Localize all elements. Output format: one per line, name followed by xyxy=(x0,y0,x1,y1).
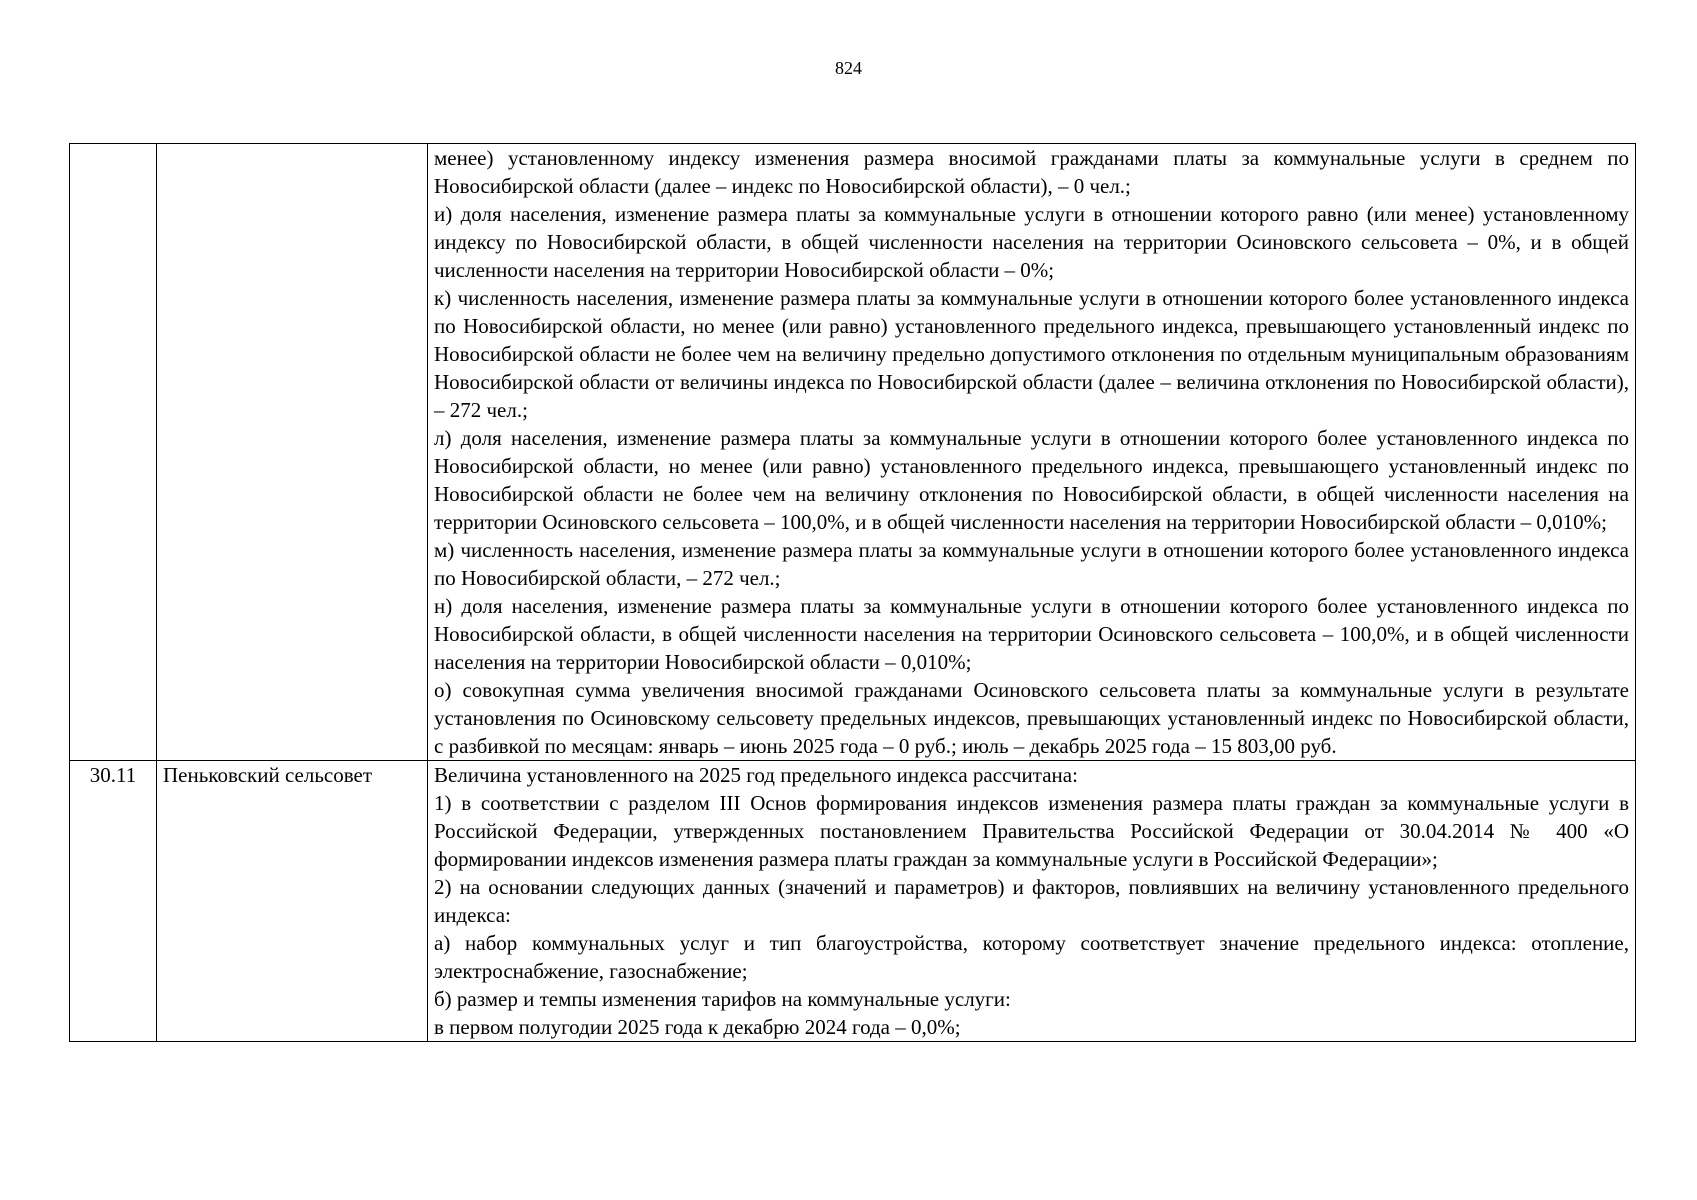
table-row xyxy=(70,761,1636,1042)
description-cell xyxy=(428,761,1636,1042)
paragraph: и) доля населения, изменение размера платы за коммунальные услуги в отношении которого равно (или менее) установленному индексу по Новосибирской области, в общей численности населения на территории Осиновского сельсовета – 0%, и в общей численности населения на территории Новосибирской области – 0%; xyxy=(434,202,1629,282)
paragraph: н) доля населения, изменение размера платы за коммунальные услуги в отношении которого более установленного индекса по Новосибирской области, в общей численности населения на территории Осиновского сельсовета – 100,0%, и в общей численности населения на территории Новосибирской области – 0,010%; xyxy=(434,594,1629,674)
paragraph: а) набор коммунальных услуг и тип благоустройства, которому соответствует значение предельного индекса: отопление, электроснабжение, газоснабжение; xyxy=(434,931,1629,983)
municipality-name-cell xyxy=(157,144,428,761)
paragraph: б) размер и темпы изменения тарифов на коммунальные услуги: xyxy=(434,987,1011,1011)
paragraph: в первом полугодии 2025 года к декабрю 2024 года – 0,0%; xyxy=(434,1015,961,1039)
paragraph: о) совокупная сумма увеличения вносимой гражданами Осиновского сельсовета платы за коммунальные услуги в результате установления по Осиновскому сельсовету предельных индексов, превышающих установленный индекс по Новосибирской области, с разбивкой по месяцам: январь – июнь 2025 года – 0 руб.; июль – декабрь 2025 года – 15 803,00 руб. xyxy=(434,678,1629,758)
paragraph: л) доля населения, изменение размера платы за коммунальные услуги в отношении которого более установленного индекса по Новосибирской области, но менее (или равно) установленного предельного индекса, превышающего установленный индекс по Новосибирской области не более чем на величину отклонения по Новосибирской области, в общей численности населения на территории Осиновского сельсовета – 100,0%, и в общей численности населения на территории Новосибирской области – 0,010%; xyxy=(434,426,1629,534)
table-row xyxy=(70,144,1636,761)
paragraph: 2) на основании следующих данных (значений и параметров) и факторов, повлиявших на величину установленного предельного индекса: xyxy=(434,875,1629,927)
municipality-name-cell: Пеньковский сельсовет xyxy=(157,761,428,1042)
row-number-cell xyxy=(70,144,157,761)
page-number: 824 xyxy=(835,58,862,78)
paragraph: 1) в соответствии с разделом III Основ формирования индексов изменения размера платы граждан за коммунальные услуги в Российской Федерации, утвержденных постановлением Правительства Российской Федерации от 30.04.2014 № 400 «О формировании индексов изменения размера платы граждан за коммунальные услуги в Российской Федерации»; xyxy=(434,791,1629,871)
paragraph: менее) установленному индексу изменения размера вносимой гражданами платы за коммунальные услуги в среднем по Новосибирской области (далее – индекс по Новосибирской области), – 0 чел.; xyxy=(434,146,1629,198)
paragraph: м) численность населения, изменение размера платы за коммунальные услуги в отношении которого более установленного индекса по Новосибирской области, – 272 чел.; xyxy=(434,538,1629,590)
row-number-cell: 30.11 xyxy=(70,761,157,1042)
description-cell xyxy=(428,144,1636,761)
paragraph: к) численность населения, изменение размера платы за коммунальные услуги в отношении которого более установленного индекса по Новосибирской области, но менее (или равно) установленного предельного индекса, превышающего установленный индекс по Новосибирской области не более чем на величину предельно допустимого отклонения по отдельным муниципальным образованиям Новосибирской области от величины индекса по Новосибирской области (далее – величина отклонения по Новосибирской области), – 272 чел.; xyxy=(434,286,1629,422)
document-table xyxy=(69,143,1636,1042)
paragraph: Величина установленного на 2025 год предельного индекса рассчитана: xyxy=(434,763,1078,787)
